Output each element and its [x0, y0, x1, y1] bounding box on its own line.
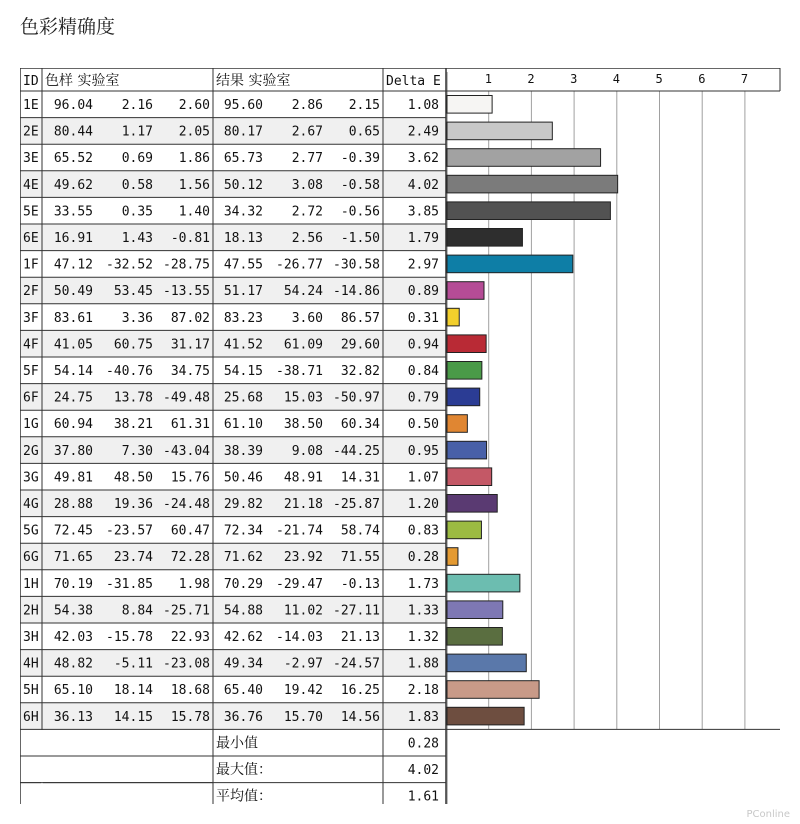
bar	[447, 495, 497, 513]
axis-tick-label: 1	[484, 72, 492, 86]
cell-result-value: 83.23	[223, 310, 263, 326]
cell-result-value: 54.15	[223, 364, 263, 379]
cell-result-value: 2.15	[348, 98, 380, 113]
cell-sample-value: -32.52	[106, 257, 153, 273]
cell-sample-value: 31.17	[170, 337, 210, 353]
cell-id: 3H	[23, 630, 39, 645]
cell-result-value: 23.92	[283, 550, 323, 566]
cell-result-value: -0.13	[340, 576, 380, 592]
cell-sample-value: -13.55	[163, 284, 210, 300]
watermark-text: PConline	[746, 809, 790, 820]
cell-result-value: -14.03	[276, 630, 323, 645]
bar	[447, 122, 552, 140]
bar	[447, 521, 481, 539]
cell-sample-value: 1.17	[121, 124, 153, 140]
cell-result-value: 58.74	[340, 523, 380, 539]
cell-sample-value: 0.69	[121, 151, 153, 167]
cell-result-value: 2.67	[291, 124, 323, 140]
bar	[447, 574, 520, 592]
bar	[447, 255, 573, 273]
cell-result-value: -1.50	[340, 231, 380, 246]
color-accuracy-chart	[20, 68, 782, 804]
cell-id: 4E	[23, 177, 39, 193]
cell-id: 6E	[23, 231, 39, 246]
cell-sample-value: 24.75	[53, 390, 93, 406]
cell-result-value: 50.46	[223, 470, 263, 486]
bar	[447, 149, 601, 167]
cell-result-value: 61.10	[223, 417, 263, 433]
cell-sample-value: 87.02	[170, 310, 210, 326]
cell-result-value: 32.82	[340, 364, 380, 379]
cell-result-value: 42.62	[223, 630, 263, 645]
cell-id: 4H	[23, 656, 39, 672]
cell-delta-value: 0.83	[407, 523, 439, 539]
page-title: 色彩精确度	[20, 16, 116, 38]
cell-sample-value: -24.48	[163, 497, 210, 512]
bar	[447, 388, 480, 406]
cell-sample-value: 18.14	[113, 683, 153, 699]
cell-id: 2H	[23, 603, 39, 619]
bar	[447, 362, 482, 380]
cell-result-value: 65.40	[223, 683, 263, 699]
cell-result-value: -44.25	[333, 443, 380, 459]
bar	[447, 681, 539, 699]
cell-result-value: 3.08	[291, 177, 323, 193]
bar	[447, 468, 492, 486]
cell-sample-value: 54.38	[53, 603, 93, 619]
cell-delta-value: 0.28	[407, 550, 439, 566]
cell-result-value: 71.62	[223, 550, 263, 566]
cell-sample-value: -43.04	[163, 443, 210, 459]
cell-sample-value: 36.13	[53, 709, 93, 725]
cell-delta-value: 0.94	[407, 337, 439, 353]
bar	[447, 229, 522, 247]
cell-result-value: -21.74	[276, 523, 323, 539]
cell-sample-value: 19.36	[113, 497, 153, 512]
cell-result-value: 29.60	[340, 337, 380, 353]
cell-sample-value: 7.30	[121, 443, 153, 459]
bar	[447, 175, 618, 193]
cell-id: 5G	[23, 523, 39, 539]
summary-value: 0.28	[407, 736, 439, 752]
cell-delta-value: 0.50	[407, 417, 439, 433]
cell-sample-value: -31.85	[106, 576, 153, 592]
cell-delta-value: 2.18	[407, 683, 439, 699]
cell-result-value: 2.77	[291, 151, 323, 167]
cell-delta-value: 0.89	[407, 284, 439, 300]
axis-tick-label: 2	[527, 72, 535, 86]
cell-result-value: 72.34	[223, 523, 263, 539]
cell-result-value: -0.58	[340, 177, 380, 193]
bar	[447, 335, 486, 353]
cell-sample-value: 60.94	[53, 417, 93, 433]
cell-result-value: 21.18	[283, 497, 323, 512]
cell-id: 1E	[23, 98, 39, 113]
cell-delta-value: 4.02	[407, 177, 439, 193]
cell-sample-value: 1.40	[178, 204, 210, 220]
cell-result-value: -26.77	[276, 257, 323, 273]
cell-sample-value: 72.28	[170, 550, 210, 566]
cell-result-value: 0.65	[348, 124, 380, 140]
cell-result-value: 29.82	[223, 497, 263, 512]
cell-sample-value: 18.68	[170, 683, 210, 699]
cell-sample-value: -25.71	[163, 603, 210, 619]
cell-delta-value: 3.62	[407, 151, 439, 167]
cell-id: 5F	[23, 364, 39, 379]
cell-id: 1H	[23, 576, 39, 592]
cell-result-value: 61.09	[283, 337, 323, 353]
bar	[447, 308, 459, 326]
cell-result-value: 38.39	[223, 443, 263, 459]
axis-tick-label: 3	[570, 72, 578, 86]
cell-result-value: 14.56	[340, 709, 380, 725]
cell-sample-value: 14.15	[113, 709, 153, 725]
cell-result-value: 36.76	[223, 709, 263, 725]
cell-result-value: 34.32	[223, 204, 263, 220]
cell-result-value: 60.34	[340, 417, 380, 433]
cell-sample-value: 65.10	[53, 683, 93, 699]
cell-delta-value: 1.88	[407, 656, 439, 672]
cell-sample-value: 2.05	[178, 124, 210, 140]
cell-sample-value: -49.48	[163, 390, 210, 406]
cell-sample-value: 33.55	[53, 204, 93, 220]
cell-sample-value: 16.91	[53, 231, 93, 246]
cell-sample-value: 2.16	[121, 98, 153, 113]
cell-id: 3F	[23, 310, 39, 326]
cell-result-value: 15.70	[283, 709, 323, 725]
cell-sample-value: -5.11	[113, 656, 153, 672]
axis-tick-label: 4	[612, 72, 621, 86]
cell-result-value: 54.88	[223, 603, 263, 619]
bar	[447, 96, 492, 114]
cell-id: 4G	[23, 497, 39, 512]
cell-result-value: 49.34	[223, 656, 263, 672]
cell-sample-value: 37.80	[53, 443, 93, 459]
cell-sample-value: 61.31	[170, 417, 210, 433]
cell-sample-value: 1.43	[121, 231, 153, 246]
header-delta: Delta E	[386, 74, 441, 89]
cell-sample-value: 38.21	[113, 417, 153, 433]
cell-result-value: 95.60	[223, 98, 263, 113]
cell-sample-value: 41.05	[53, 337, 93, 353]
cell-delta-value: 1.79	[407, 231, 439, 246]
cell-result-value: -30.58	[333, 257, 380, 273]
cell-result-value: 14.31	[340, 470, 380, 486]
cell-sample-value: -23.08	[163, 656, 210, 672]
cell-sample-value: 23.74	[113, 550, 153, 566]
cell-sample-value: -23.57	[106, 523, 153, 539]
cell-sample-value: 72.45	[53, 523, 93, 539]
cell-result-value: 51.17	[223, 284, 263, 300]
cell-sample-value: 53.45	[113, 284, 153, 300]
cell-delta-value: 3.85	[407, 204, 439, 220]
cell-sample-value: 47.12	[53, 257, 93, 273]
bar	[447, 548, 458, 566]
cell-sample-value: 48.50	[113, 470, 153, 486]
cell-id: 3E	[23, 151, 39, 167]
cell-result-value: -29.47	[276, 576, 323, 592]
cell-sample-value: 1.98	[178, 576, 210, 592]
bar	[447, 441, 487, 459]
cell-sample-value: 15.76	[170, 470, 210, 486]
cell-result-value: 54.24	[283, 284, 323, 300]
cell-delta-value: 1.33	[407, 603, 439, 619]
cell-result-value: -0.39	[340, 151, 380, 167]
cell-sample-value: 54.14	[53, 364, 93, 379]
cell-result-value: 48.91	[283, 470, 323, 486]
cell-id: 2G	[23, 443, 39, 459]
cell-sample-value: -15.78	[106, 630, 153, 645]
cell-sample-value: 8.84	[121, 603, 153, 619]
cell-result-value: 38.50	[283, 417, 323, 433]
cell-result-value: -50.97	[333, 390, 380, 406]
header-sample: 色样 实验室	[45, 73, 120, 89]
cell-result-value: -24.57	[333, 656, 380, 672]
bar	[447, 415, 467, 433]
cell-sample-value: 2.60	[178, 98, 210, 113]
bar	[447, 601, 503, 619]
cell-sample-value: 0.35	[121, 204, 153, 220]
cell-id: 6G	[23, 550, 39, 566]
cell-sample-value: 60.75	[113, 337, 153, 353]
cell-sample-value: 28.88	[53, 497, 93, 512]
cell-sample-value: 3.36	[121, 310, 153, 326]
merge-mask	[41, 730, 43, 804]
header-id: ID	[23, 74, 39, 89]
summary-value: 1.61	[407, 789, 439, 804]
summary-value: 4.02	[407, 763, 439, 778]
cell-delta-value: 1.83	[407, 709, 439, 725]
cell-delta-value: 1.07	[407, 470, 439, 486]
header-result: 结果 实验室	[216, 73, 291, 89]
cell-result-value: 11.02	[283, 603, 323, 619]
cell-id: 5H	[23, 683, 39, 699]
cell-result-value: -0.56	[340, 204, 380, 220]
cell-id: 6H	[23, 709, 39, 725]
cell-sample-value: 71.65	[53, 550, 93, 566]
cell-id: 6F	[23, 390, 39, 406]
summary-label: 最小值	[216, 735, 258, 752]
cell-sample-value: 42.03	[53, 630, 93, 645]
cell-result-value: 3.60	[291, 310, 323, 326]
axis-tick-label: 5	[655, 72, 663, 86]
chart-svg	[20, 68, 782, 804]
cell-result-value: 21.13	[340, 630, 380, 645]
cell-delta-value: 0.79	[407, 390, 439, 406]
cell-result-value: 86.57	[340, 310, 380, 326]
cell-result-value: 2.56	[291, 231, 323, 246]
cell-result-value: 47.55	[223, 257, 263, 273]
cell-delta-value: 0.31	[407, 310, 439, 326]
cell-sample-value: 34.75	[170, 364, 210, 379]
axis-tick-label: 7	[740, 72, 749, 86]
cell-delta-value: 1.73	[407, 576, 439, 592]
cell-result-value: 18.13	[223, 231, 263, 246]
cell-sample-value: 70.19	[53, 576, 93, 592]
cell-result-value: 71.55	[340, 550, 380, 566]
cell-sample-value: 0.58	[121, 177, 153, 193]
cell-result-value: 41.52	[223, 337, 263, 353]
cell-result-value: 2.86	[291, 98, 323, 113]
cell-result-value: 70.29	[223, 576, 263, 592]
cell-delta-value: 0.84	[407, 364, 439, 379]
cell-delta-value: 1.08	[407, 98, 439, 113]
cell-sample-value: 13.78	[113, 390, 153, 406]
cell-result-value: 80.17	[223, 124, 263, 140]
cell-sample-value: 60.47	[170, 523, 210, 539]
cell-sample-value: 22.93	[170, 630, 210, 645]
cell-id: 2F	[23, 284, 39, 300]
cell-sample-value: 49.81	[53, 470, 93, 486]
bar	[447, 628, 502, 646]
cell-delta-value: 2.49	[407, 124, 439, 140]
cell-sample-value: 65.52	[53, 151, 93, 167]
bar	[447, 707, 524, 725]
cell-result-value: 15.03	[283, 390, 323, 406]
cell-sample-value: -28.75	[163, 257, 210, 273]
cell-id: 1F	[23, 257, 39, 273]
cell-sample-value: 1.86	[178, 151, 210, 167]
cell-result-value: 50.12	[223, 177, 263, 193]
cell-result-value: -25.87	[333, 497, 380, 512]
cell-result-value: -2.97	[283, 656, 323, 672]
bar	[447, 282, 484, 300]
cell-id: 1G	[23, 417, 39, 433]
cell-sample-value: 1.56	[178, 177, 210, 193]
cell-sample-value: 48.82	[53, 656, 93, 672]
cell-result-value: 9.08	[291, 443, 323, 459]
cell-sample-value: -40.76	[106, 364, 153, 379]
cell-sample-value: 49.62	[53, 177, 93, 193]
cell-delta-value: 0.95	[407, 443, 439, 459]
cell-sample-value: 80.44	[53, 124, 93, 140]
bar	[447, 654, 526, 672]
summary-label: 平均值：	[216, 788, 272, 804]
cell-id: 5E	[23, 204, 39, 220]
cell-result-value: 65.73	[223, 151, 263, 167]
cell-id: 3G	[23, 470, 39, 486]
cell-sample-value: 50.49	[53, 284, 93, 300]
cell-sample-value: -0.81	[170, 231, 210, 246]
cell-id: 4F	[23, 337, 39, 353]
summary-label: 最大值：	[216, 762, 272, 778]
bar	[447, 202, 610, 220]
cell-result-value: 2.72	[291, 204, 323, 220]
cell-sample-value: 83.61	[53, 310, 93, 326]
cell-result-value: 16.25	[340, 683, 380, 699]
cell-result-value: -27.11	[333, 603, 380, 619]
cell-id: 2E	[23, 124, 39, 140]
cell-delta-value: 1.32	[407, 630, 439, 645]
cell-result-value: -14.86	[333, 284, 380, 300]
cell-sample-value: 96.04	[53, 98, 93, 113]
axis-tick-label: 6	[698, 72, 706, 86]
cell-sample-value: 15.78	[170, 709, 210, 725]
cell-result-value: 25.68	[223, 390, 263, 406]
cell-result-value: -38.71	[276, 364, 323, 379]
cell-delta-value: 2.97	[407, 257, 439, 273]
cell-delta-value: 1.20	[407, 497, 439, 512]
cell-result-value: 19.42	[283, 683, 323, 699]
